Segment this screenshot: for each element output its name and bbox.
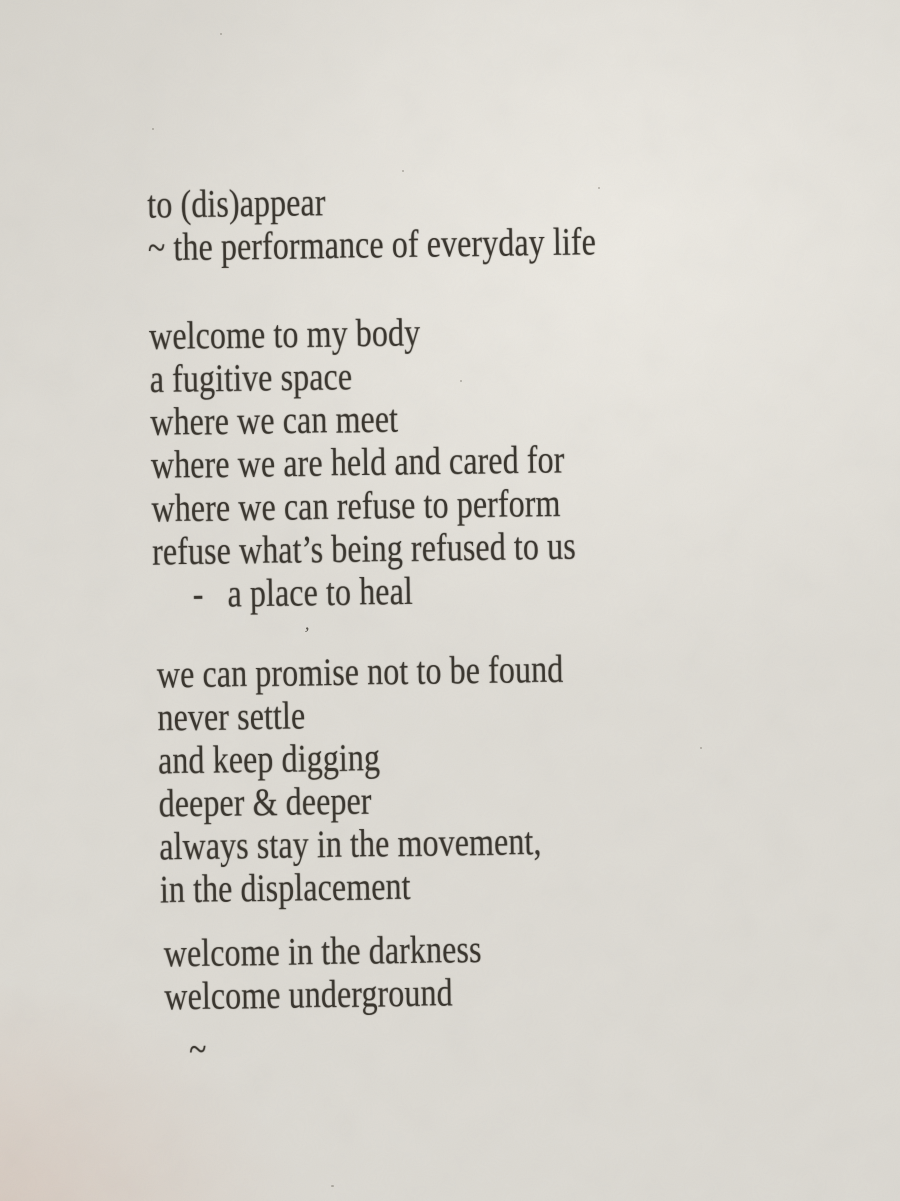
closing-tilde: ~ <box>188 1026 207 1071</box>
stanza-1 <box>149 306 753 616</box>
poem-title-block <box>147 175 748 269</box>
heal-line <box>192 564 753 615</box>
poem-line: welcome to my body <box>148 309 421 358</box>
stray-ink-mark: ’ <box>301 623 311 646</box>
paper-speck <box>220 33 222 35</box>
poem-text-block <box>147 175 759 1071</box>
poem-line: a fugitive space <box>149 353 353 401</box>
poem-line: welcome underground <box>164 969 453 1019</box>
paper-speck <box>402 170 404 172</box>
poem-line: refuse what’s being refused to us <box>151 522 577 573</box>
poem-line: where we are held and cared for <box>150 436 565 487</box>
paper-speck <box>331 1185 334 1187</box>
heal-line-text: a place to heal <box>227 568 414 615</box>
stanza-2 <box>157 644 758 911</box>
poem-line: where we can refuse to perform <box>151 479 561 530</box>
poem-subtitle: ~ the performance of everyday life <box>147 218 597 270</box>
stanza-3 <box>163 924 758 1018</box>
poem-line: we can promise not to be found <box>156 645 564 696</box>
poem-line: deeper & deeper <box>158 777 372 825</box>
poem-line: in the displacement <box>159 863 411 912</box>
poem-line: always stay in the movement, <box>158 818 542 869</box>
heal-line-dash: - <box>192 570 204 616</box>
poem-title: to (dis)appear <box>146 179 326 227</box>
paper-speck <box>152 128 154 130</box>
poem-line: welcome in the darkness <box>163 926 482 975</box>
poem-line: never settle <box>157 692 306 739</box>
poem-line: and keep digging <box>157 734 381 782</box>
poem-line: where we can meet <box>150 395 399 444</box>
